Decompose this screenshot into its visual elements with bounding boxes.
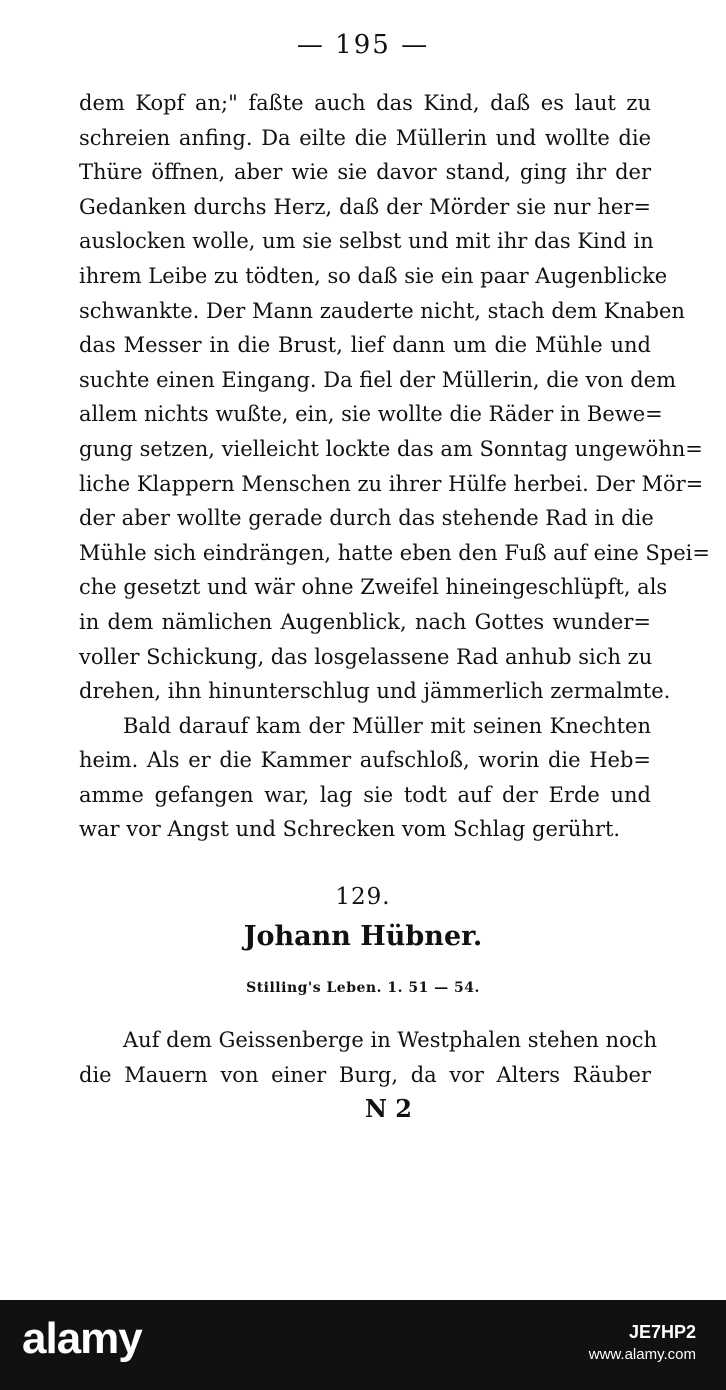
text-line: drehen, ihn hinunterschlug und jämmerlich zermalmte.: [79, 679, 671, 704]
text-line: der aber wollte gerade durch das stehende Rad in die: [79, 506, 654, 531]
footer-info: [589, 1320, 696, 1366]
text-line: schreien anfing. Da eilte die Müllerin und wollte die: [79, 125, 651, 150]
text-line: auslocken wolle, um sie selbst und mit ihr das Kind in: [79, 229, 654, 254]
text-line-indented: Auf dem Geissenberge in Westphalen stehen noch: [123, 1028, 657, 1052]
text-line: liche Klappern Menschen zu ihrer Hülfe herbei. Der Mör=: [79, 471, 704, 496]
text-line: dem Kopf an;" faßte auch das Kind, daß es laut zu: [79, 91, 651, 115]
text-line: Thüre öffnen, aber wie sie davor stand, ging ihr der: [79, 160, 651, 185]
section-number: 129.: [335, 884, 391, 910]
image-id: JE7HP2: [628, 1322, 696, 1342]
text-line: in dem nämlichen Augenblick, nach Gottes wunder=: [79, 609, 651, 634]
paragraph-continued: [79, 86, 710, 847]
text-line: Mühle sich eindrängen, hatte eben den Fuß auf eine Spei=: [79, 540, 710, 565]
footer-url: www.alamy.com: [588, 1346, 696, 1363]
text-line: voller Schickung, das losgelassene Rad anhub sich zu: [79, 644, 653, 669]
section-title: Johann Hübner.: [243, 921, 483, 952]
page-number: — 195 —: [296, 30, 430, 60]
text-line: amme gefangen war, lag sie todt auf der Erde und: [79, 782, 651, 807]
printer-signature-mark: N 2: [365, 1094, 412, 1123]
text-line: Gedanken durchs Herz, daß der Mörder sie nur her=: [79, 194, 651, 219]
text-line: das Messer in die Brust, lief dann um die Mühle und: [79, 333, 651, 358]
watermark-footer: [0, 1300, 726, 1390]
alamy-logo: alamy: [22, 1314, 142, 1363]
text-line: war vor Angst und Schrecken vom Schlag gerührt.: [79, 817, 621, 842]
section-source: Stilling's Leben. 1. 51 — 54.: [246, 980, 480, 996]
text-line: gung setzen, vielleicht lockte das am Sonntag ungewöhn=: [79, 436, 703, 461]
text-line: schwankte. Der Mann zauderte nicht, stach dem Knaben: [79, 298, 685, 323]
paragraph-new-story: [79, 1023, 657, 1092]
text-line: allem nichts wußte, ein, sie wollte die Räder in Bewe=: [79, 402, 663, 427]
text-line-indented: Bald darauf kam der Müller mit seinen Knechten: [123, 713, 651, 738]
text-line: suchte einen Eingang. Da fiel der Müllerin, die von dem: [79, 367, 676, 392]
text-line: heim. Als er die Kammer aufschloß, worin die Heb=: [79, 748, 651, 773]
text-line: che gesetzt und wär ohne Zweifel hineingeschlüpft, als: [79, 575, 668, 600]
text-line: ihrem Leibe zu tödten, so daß sie ein paar Augenblicke: [79, 263, 668, 288]
text-line: die Mauern von einer Burg, da vor Alters Räuber: [79, 1062, 651, 1087]
